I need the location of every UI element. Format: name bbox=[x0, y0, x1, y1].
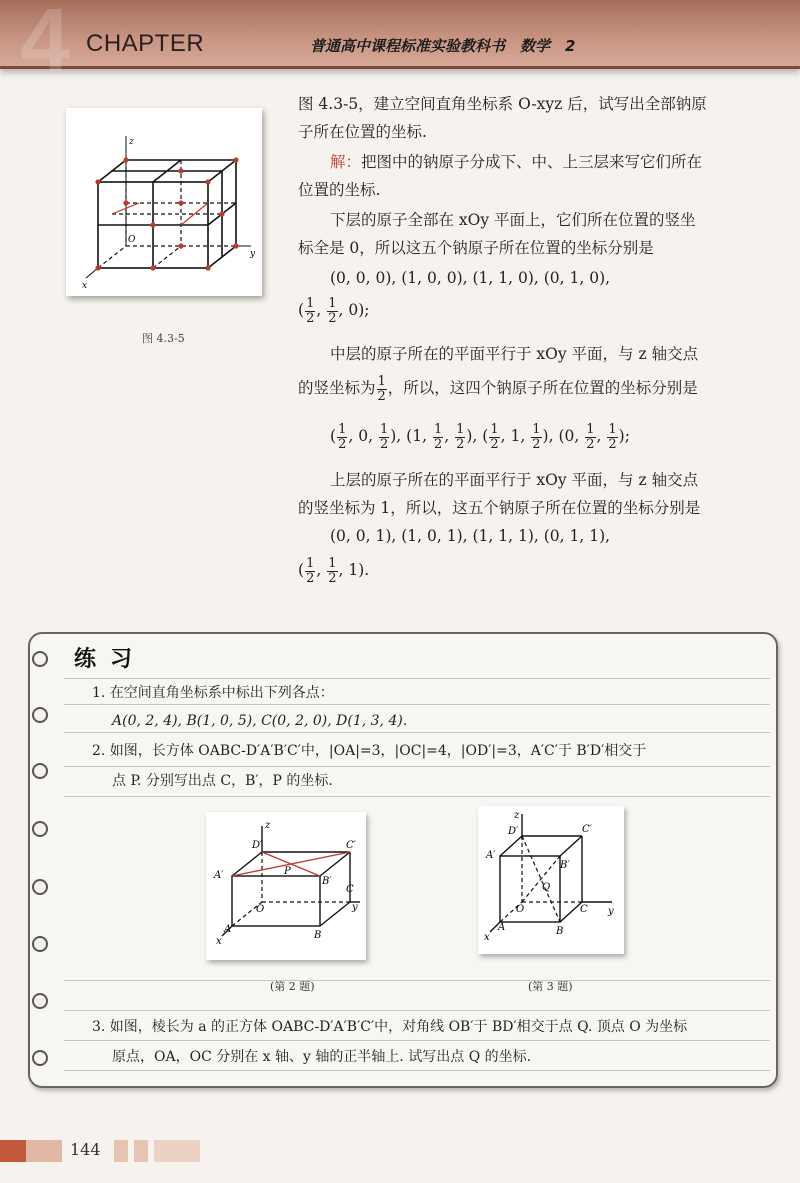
svg-text:x: x bbox=[484, 932, 490, 943]
axis-z-label: z bbox=[129, 137, 134, 147]
svg-text:A′: A′ bbox=[214, 870, 224, 881]
coords-line: ( $\frac{1}{2}$ , $\frac{1}{2}$ , 0); bbox=[298, 295, 370, 326]
svg-text:A: A bbox=[498, 922, 506, 933]
footer-bar bbox=[26, 1140, 62, 1162]
coords-line: (0, 0, 0), (1, 0, 0), (1, 1, 0), (0, 1, 0), bbox=[330, 269, 611, 287]
svg-text:O: O bbox=[256, 904, 265, 915]
binder-ring bbox=[32, 993, 48, 1009]
page-number: 144 bbox=[70, 1140, 101, 1159]
svg-text:D′: D′ bbox=[508, 826, 519, 837]
text-line: 下层的原子全部在 xOy 平面上，它们所在位置的竖坐 bbox=[330, 211, 696, 229]
binder-ring bbox=[32, 879, 48, 895]
exercise-q1: 1. 在空间直角坐标系中标出下列各点： bbox=[92, 685, 334, 701]
coords-line: ( $\frac{1}{2}$ , 0, $\frac{1}{2}$ ), (1, $\frac{1}{2}$ , $\frac{1}{2}$ ), ( $\frac{1}{2}$ , 1, $\frac{1}{2}$ ), (0, $\frac{1}{2}$ , $\frac{1}{2}$ ); bbox=[330, 421, 630, 452]
text-line: 上层的原子所在的平面平行于 xOy 平面，与 z 轴交点 bbox=[330, 471, 699, 489]
svg-text:C′: C′ bbox=[582, 824, 592, 835]
exercise-q3-cont: 原点，OA，OC 分别在 x 轴、y 轴的正半轴上. 试写出点 Q 的坐标. bbox=[112, 1049, 532, 1065]
text-line: 子所在位置的坐标. bbox=[298, 123, 427, 141]
svg-text:z: z bbox=[514, 810, 520, 821]
svg-text:C: C bbox=[580, 904, 588, 915]
origin-label: O bbox=[128, 235, 136, 245]
svg-text:y: y bbox=[608, 906, 614, 917]
binder-ring bbox=[32, 1050, 48, 1066]
fraction-half: $\frac{1}{2}$ bbox=[328, 295, 337, 326]
chapter-label: CHAPTER bbox=[86, 30, 205, 57]
figure-q3-caption: (第 3 题) bbox=[528, 980, 573, 993]
axis-y-label: y bbox=[250, 249, 256, 259]
book-title: 普通高中课程标准实验教科书 数学 2 bbox=[310, 37, 576, 55]
svg-text:A′: A′ bbox=[486, 850, 496, 861]
svg-text:A: A bbox=[224, 924, 232, 935]
footer-bar bbox=[134, 1140, 148, 1162]
binder-ring bbox=[32, 707, 48, 723]
figure-sodium-lattice bbox=[66, 108, 262, 296]
svg-text:B′: B′ bbox=[560, 860, 570, 871]
binder-ring bbox=[32, 763, 48, 779]
exercise-q1-points: A(0, 2, 4), B(1, 0, 5), C(0, 2, 0), D(1, 3, 4). bbox=[112, 713, 408, 729]
fraction-half: $\frac{1}{2}$ bbox=[377, 373, 386, 404]
svg-text:Q: Q bbox=[542, 882, 551, 893]
exercise-q2-cont: 点 P. 分别写出点 C，B′，P 的坐标. bbox=[112, 773, 333, 789]
svg-text:B′: B′ bbox=[322, 876, 332, 887]
footer-bar bbox=[0, 1140, 26, 1162]
svg-text:y: y bbox=[352, 902, 358, 913]
text-line: 图 4.3-5，建立空间直角坐标系 O-xyz 后，试写出全部钠原 bbox=[298, 95, 707, 113]
svg-text:O: O bbox=[516, 904, 525, 915]
exercise-q2: 2. 如图，长方体 OABC-D′A′B′C′中，|OA|=3，|OC|=4，|OD′|=3，A′C′于 B′D′相交于 bbox=[92, 743, 647, 759]
binder-ring bbox=[32, 936, 48, 952]
text-line: 中层的原子所在的平面平行于 xOy 平面，与 z 轴交点 bbox=[330, 345, 699, 363]
figure-q2-caption: (第 2 题) bbox=[270, 980, 315, 993]
svg-text:z: z bbox=[265, 820, 271, 831]
binder-ring bbox=[32, 651, 48, 667]
coords-line: (0, 0, 1), (1, 0, 1), (1, 1, 1), (0, 1, 1), bbox=[330, 527, 611, 545]
fraction-half: $\frac{1}{2}$ bbox=[306, 295, 315, 326]
footer-bar bbox=[154, 1140, 200, 1162]
lattice-diagram bbox=[66, 108, 262, 296]
coords-line: ( $\frac{1}{2}$ , $\frac{1}{2}$ , 1). bbox=[298, 555, 370, 586]
svg-text:B: B bbox=[314, 930, 322, 941]
solution-label: 解： bbox=[330, 153, 362, 171]
binder-ring bbox=[32, 821, 48, 837]
exercise-title: 练习 bbox=[74, 647, 147, 672]
text-line: 的竖坐标为 $\frac{1}{2}$ ，所以，这四个钠原子所在位置的坐标分别是 bbox=[298, 373, 698, 404]
text-line: 的竖坐标为 1，所以，这五个钠原子所在位置的坐标分别是 bbox=[298, 499, 701, 517]
svg-text:C: C bbox=[346, 884, 354, 895]
text-line: 位置的坐标. bbox=[298, 181, 381, 199]
figure-q3-cube bbox=[478, 806, 624, 954]
text-line: 标全是 0，所以这五个钠原子所在位置的坐标分别是 bbox=[298, 239, 654, 257]
chapter-number-watermark: 4 bbox=[20, 0, 71, 91]
footer-bar bbox=[114, 1140, 128, 1162]
exercise-q3: 3. 如图，棱长为 a 的正方体 OABC-D′A′B′C′中，对角线 OB′于 BD′相交于点 Q. 顶点 O 为坐标 bbox=[92, 1019, 688, 1035]
svg-text:P: P bbox=[284, 866, 291, 877]
svg-text:C′: C′ bbox=[346, 840, 356, 851]
solution-line bbox=[330, 148, 702, 176]
svg-text:x: x bbox=[216, 936, 222, 947]
figure-q2-cuboid bbox=[206, 812, 366, 960]
axis-x-label: x bbox=[82, 281, 88, 291]
svg-text:B: B bbox=[556, 926, 564, 937]
figure-caption: 图 4.3-5 bbox=[142, 332, 185, 345]
svg-text:D′: D′ bbox=[252, 840, 263, 851]
solution-text: 把图中的钠原子分成下、中、上三层来写它们所在 bbox=[361, 153, 703, 171]
